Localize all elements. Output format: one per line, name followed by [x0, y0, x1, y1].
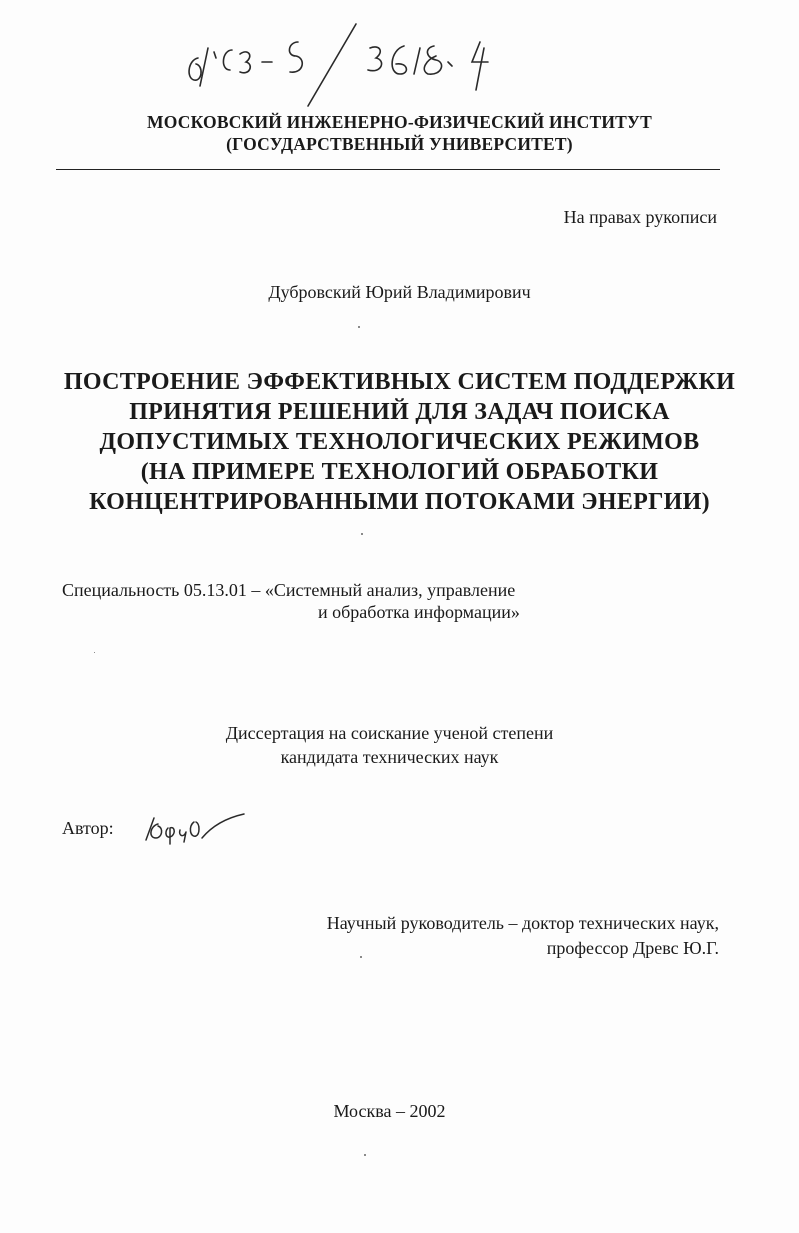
- degree-line-2: кандидата технических наук: [280, 747, 499, 767]
- author-label: Автор:: [62, 818, 114, 838]
- title-line: ПРИНЯТИЯ РЕШЕНИЙ ДЛЯ ЗАДАЧ ПОИСКА: [129, 399, 670, 425]
- title-line: ДОПУСТИМЫХ ТЕХНОЛОГИЧЕСКИХ РЕЖИМОВ: [99, 429, 700, 455]
- supervisor-line-1: Научный руководитель – доктор технических наук,: [326, 913, 719, 933]
- scan-speck: [361, 533, 363, 535]
- author-signature: [140, 804, 250, 848]
- specialty-line-2: и обработка информации»: [318, 602, 520, 622]
- scan-speck: [358, 326, 360, 328]
- institute-subtitle: (ГОСУДАРСТВЕННЫЙ УНИВЕРСИТЕТ): [226, 134, 573, 154]
- header-divider: [56, 169, 720, 170]
- dissertation-title: [40, 367, 759, 517]
- specialty-line-1: Специальность 05.13.01 – «Системный анализ, управление: [62, 580, 516, 600]
- author-name: Дубровский Юрий Владимирович: [268, 282, 531, 302]
- institute-name: МОСКОВСКИЙ ИНЖЕНЕРНО-ФИЗИЧЕСКИЙ ИНСТИТУТ: [147, 112, 652, 132]
- handwritten-stamp: [180, 18, 540, 108]
- scan-speck: [94, 652, 95, 653]
- scan-speck: [360, 956, 362, 958]
- title-line: ПОСТРОЕНИЕ ЭФФЕКТИВНЫХ СИСТЕМ ПОДДЕРЖКИ: [63, 369, 736, 395]
- city-year: Москва – 2002: [333, 1101, 446, 1121]
- scan-speck: [364, 1154, 366, 1156]
- degree-line-1: Диссертация на соискание ученой степени: [225, 723, 554, 743]
- manuscript-rights-note: На правах рукописи: [563, 207, 717, 227]
- supervisor-line-2: профессор Древс Ю.Г.: [546, 938, 719, 958]
- title-line: КОНЦЕНТРИРОВАННЫМИ ПОТОКАМИ ЭНЕРГИИ): [89, 489, 710, 515]
- title-line: (НА ПРИМЕРЕ ТЕХНОЛОГИЙ ОБРАБОТКИ: [140, 459, 659, 485]
